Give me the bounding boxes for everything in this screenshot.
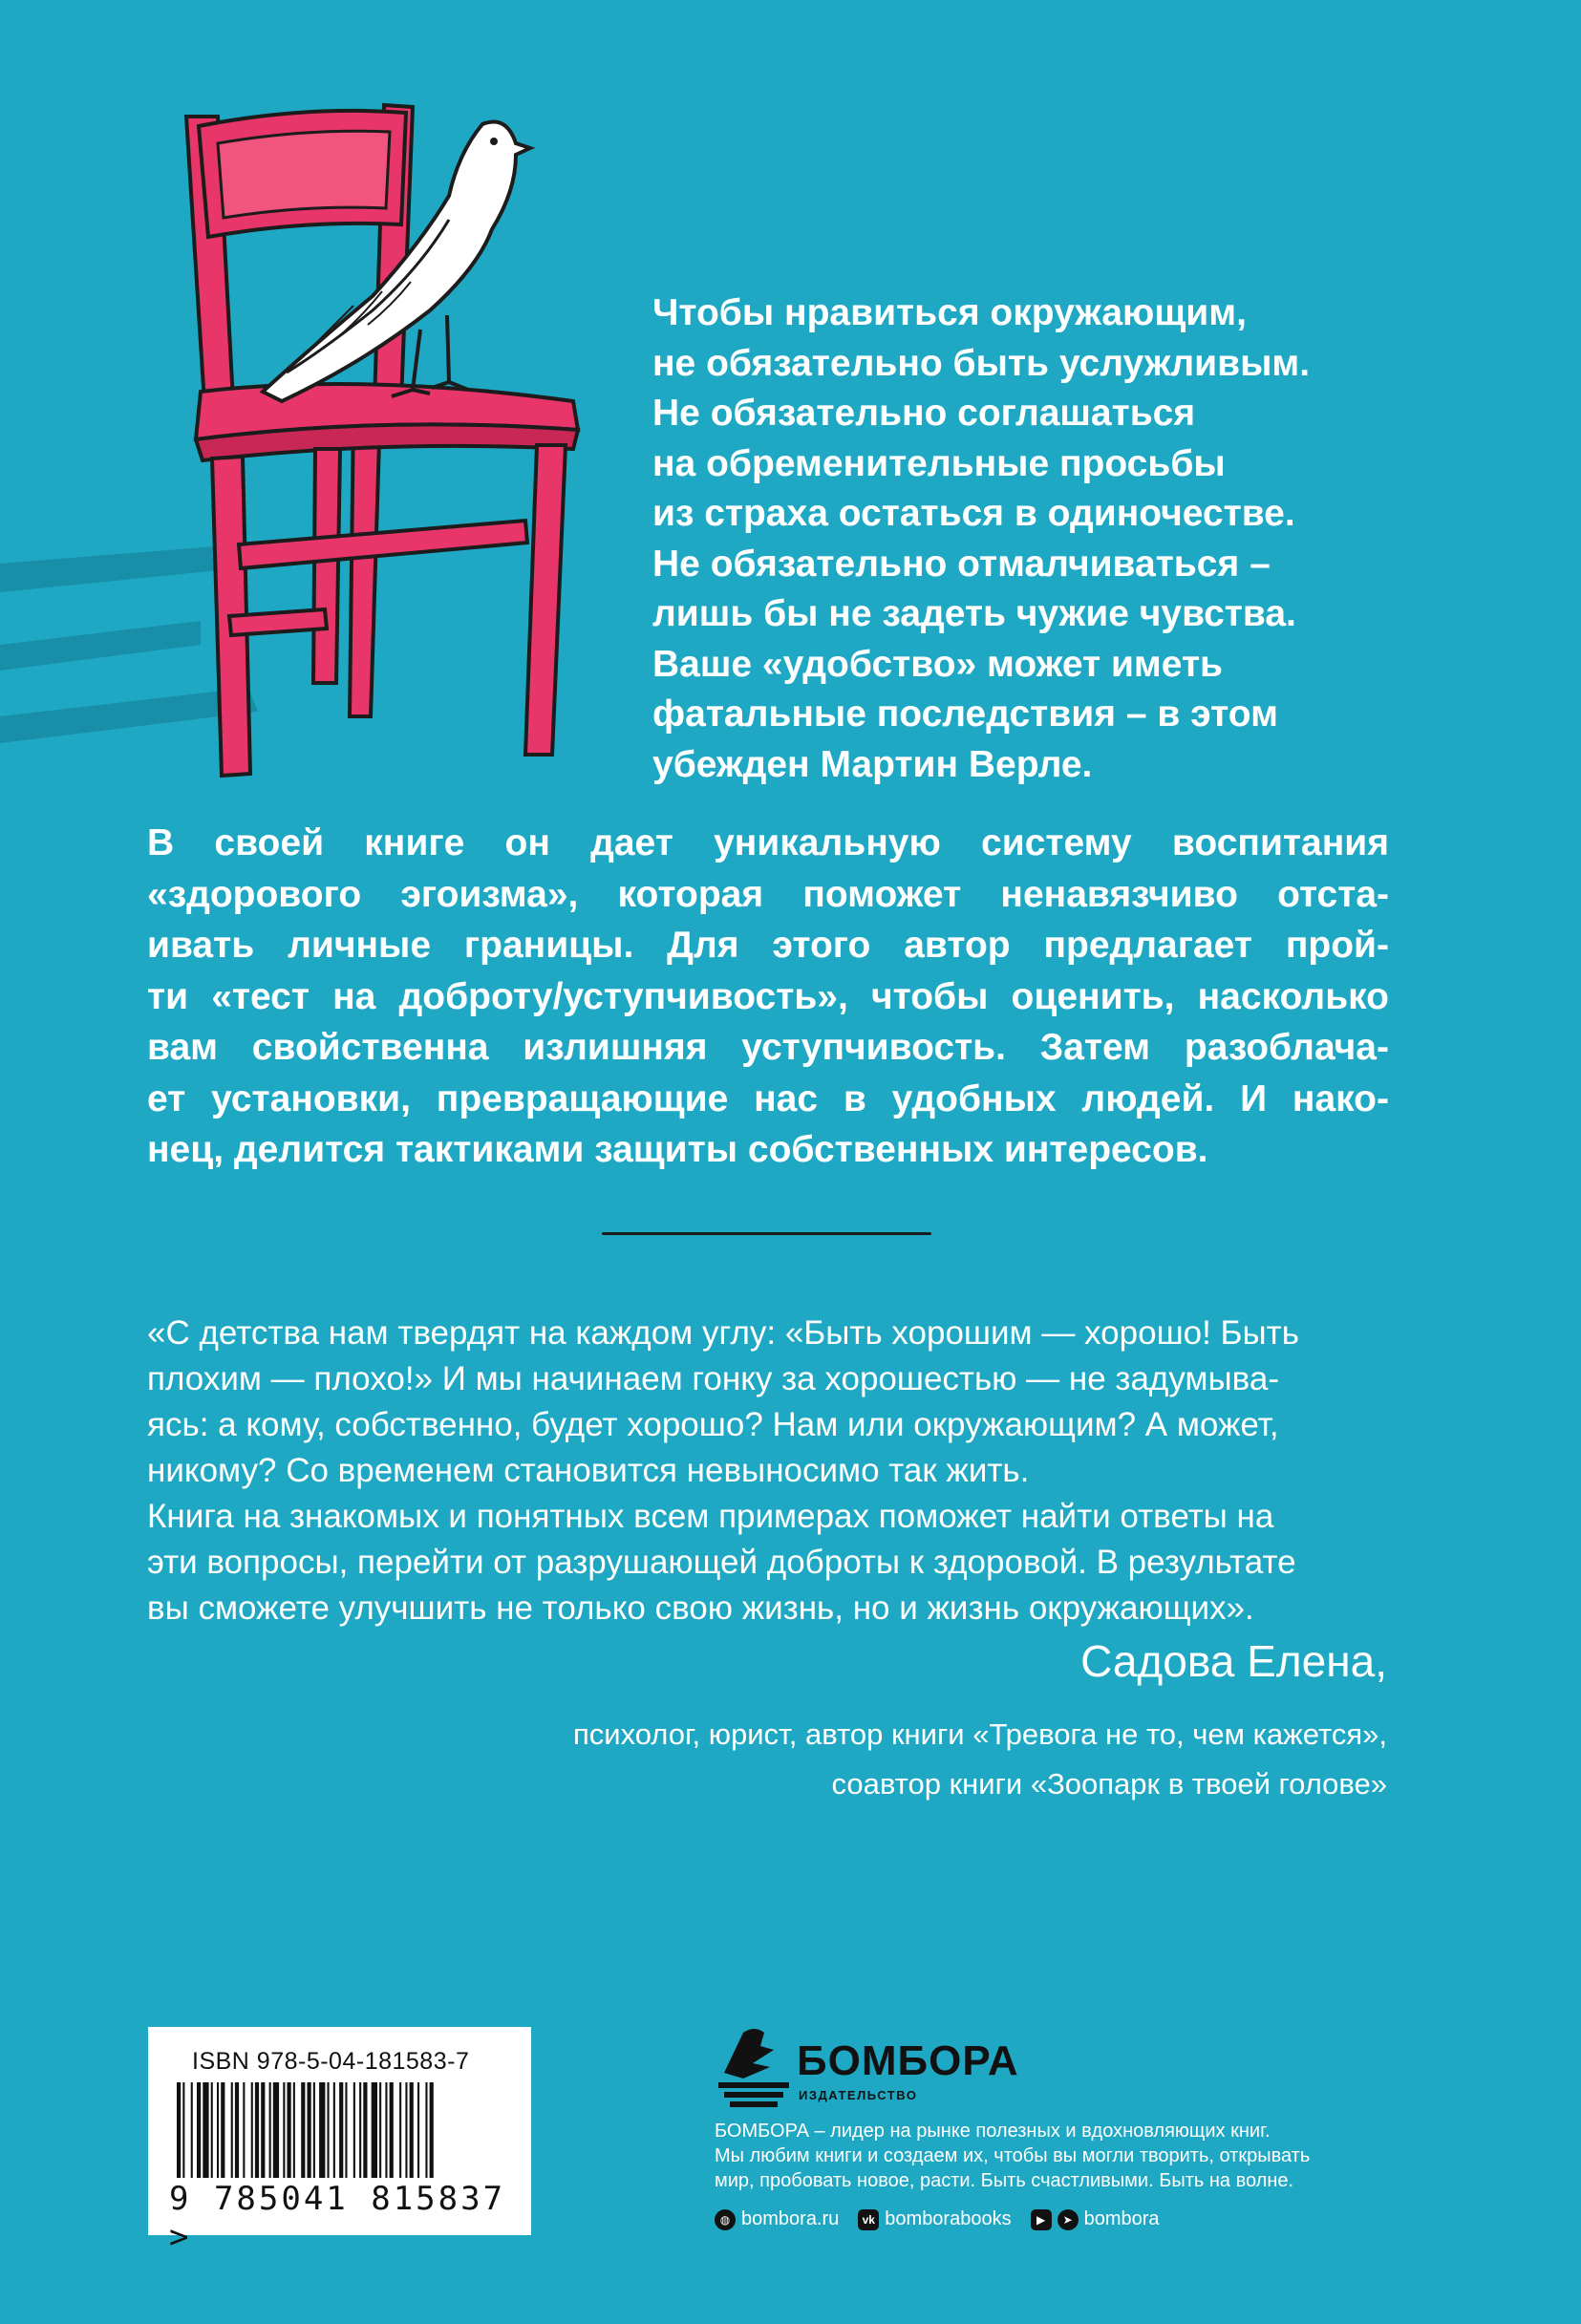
intro-line: Чтобы нравиться окружающим, — [652, 292, 1247, 333]
vk-link[interactable]: vk bomborabooks — [858, 2208, 1011, 2230]
quote-line: Книга на знакомых и понятных всем примерах поможет найти ответы на — [147, 1498, 1274, 1535]
website-link[interactable]: ◍ bombora.ru — [715, 2208, 839, 2230]
barcode-bar — [293, 2082, 295, 2178]
barcode-bar — [261, 2082, 265, 2178]
globe-icon: ◍ — [715, 2209, 736, 2230]
barcode-bar — [345, 2082, 347, 2178]
chair-pigeon-illustration — [0, 86, 630, 812]
description-line: ивать личные границы. Для этого автор предлагает прой- — [147, 925, 1389, 966]
description-line: ти «тест на доброту/уступчивость», чтобы оценить, насколько — [147, 975, 1389, 1017]
author-role-line: соавтор книги «Зоопарк в твоей голове» — [831, 1767, 1387, 1801]
barcode-bar — [273, 2082, 279, 2178]
intro-line: Не обязательно соглашаться — [652, 393, 1196, 434]
barcode-bar — [283, 2082, 285, 2178]
description-line: нец, делится тактиками защиты собственных интересов. — [147, 1129, 1208, 1170]
intro-line: Ваше «удобство» может иметь — [652, 643, 1224, 685]
barcode-bar — [191, 2082, 193, 2178]
barcode-bar — [243, 2082, 245, 2178]
description-line: ет установки, превращающие нас в удобных людей. И нако- — [147, 1077, 1389, 1119]
barcode-bar — [363, 2082, 367, 2178]
barcode-bar — [301, 2082, 305, 2178]
barcode-bar — [379, 2082, 381, 2178]
telegram-link[interactable]: ▶ ➤ bombora — [1031, 2208, 1160, 2230]
publisher-info-line: Мы любим книги и создаем их, чтобы вы могли творить, открывать — [715, 2145, 1311, 2166]
barcode-bar — [255, 2082, 259, 2178]
barcode-bar — [339, 2082, 343, 2178]
barcode-bar — [177, 2082, 181, 2178]
quote-line: ясь: а кому, собственно, будет хорошо? Нам или окружающим? А может, — [147, 1406, 1279, 1443]
intro-line: лишь бы не задеть чужие чувства. — [652, 593, 1296, 634]
barcode-bar — [211, 2082, 213, 2178]
quote-line: никому? Со временем становится невыносимо так жить. — [147, 1452, 1030, 1489]
barcode-bar — [269, 2082, 271, 2178]
barcode-bar — [333, 2082, 335, 2178]
intro-line: Не обязательно отмалчиваться – — [652, 543, 1271, 585]
publisher-info-line: мир, пробовать новое, расти. Быть счастливыми. Быть на волне. — [715, 2170, 1294, 2191]
isbn-label: ISBN 978-5-04-181583-7 — [192, 2048, 470, 2075]
barcode-bar — [251, 2082, 253, 2178]
barcode-bar — [203, 2082, 208, 2178]
barcode-bar — [353, 2082, 355, 2178]
barcode-bar — [221, 2082, 224, 2178]
intro-text — [652, 288, 1417, 790]
barcode-icon — [177, 2082, 502, 2178]
description-text — [147, 818, 1389, 1176]
quote-author: Садова Елена, — [1080, 1636, 1387, 1686]
barcode-bar — [231, 2082, 233, 2178]
review-quote — [147, 1311, 1389, 1631]
quote-line: плохим — плохо!» И мы начинаем гонку за хорошестью — не задумыва- — [147, 1360, 1279, 1397]
barcode-bar — [308, 2082, 311, 2178]
barcode-bar — [372, 2082, 377, 2178]
isbn-barcode — [148, 2027, 531, 2256]
quote-line: вы сможете улучшить не только свою жизнь, но и жизнь окружающих». — [147, 1589, 1254, 1627]
intro-line: убежден Мартин Верле. — [652, 743, 1093, 785]
barcode-bar — [359, 2082, 361, 2178]
barcode-bar — [430, 2082, 434, 2178]
telegram-icon: ➤ — [1058, 2209, 1079, 2230]
social-links — [715, 2208, 1160, 2230]
description-line: В своей книге он дает уникальную систему воспитания — [147, 822, 1389, 864]
intro-line: из страха остаться в одиночестве. — [652, 493, 1295, 534]
quote-line: эти вопросы, перейти от разрушающей доброты к здоровой. В результате — [147, 1544, 1296, 1581]
publisher-info-line: БОМБОРА – лидер на рынке полезных и вдохновляющих книг. — [715, 2121, 1271, 2142]
intro-line: фатальные последствия – в этом — [652, 693, 1278, 735]
youtube-icon: ▶ — [1031, 2209, 1052, 2230]
publisher-info — [715, 2119, 1441, 2193]
bombora-logo-icon — [715, 2025, 795, 2111]
barcode-bar — [313, 2082, 315, 2178]
quote-author-role — [573, 1710, 1387, 1809]
barcode-bar — [235, 2082, 239, 2178]
barcode-bar — [385, 2082, 387, 2178]
intro-line: не обязательно быть услужливым. — [652, 342, 1311, 384]
section-divider — [602, 1232, 931, 1235]
barcode-bar — [288, 2082, 291, 2178]
barcode-bar — [390, 2082, 394, 2178]
barcode-bar — [417, 2082, 419, 2178]
barcode-bar — [410, 2082, 414, 2178]
barcode-bar — [399, 2082, 401, 2178]
vk-icon: vk — [858, 2209, 879, 2230]
barcode-bar — [405, 2082, 407, 2178]
description-line: вам свойственна излишняя уступчивость. Затем разоблача- — [147, 1027, 1389, 1068]
barcode-bar — [319, 2082, 325, 2178]
isbn-digits: 9 785041 815837 > — [169, 2180, 506, 2256]
barcode-bar — [197, 2082, 201, 2178]
barcode-bar — [425, 2082, 427, 2178]
publisher-subtitle: ИЗДАТЕЛЬСТВО — [799, 2088, 918, 2102]
barcode-bar — [328, 2082, 330, 2178]
intro-line: на обременительные просьбы — [652, 442, 1226, 484]
barcode-bar — [182, 2082, 184, 2178]
quote-line: «С детства нам твердят на каждом углу: «Быть хорошим — хорошо! Быть — [147, 1314, 1299, 1352]
publisher-name: БОМБОРА — [797, 2037, 1019, 2084]
description-line: «здорового эгоизма», которая поможет ненавязчиво отста- — [147, 873, 1389, 915]
barcode-bar — [217, 2082, 219, 2178]
author-role-line: психолог, юрист, автор книги «Тревога не то, чем кажется», — [572, 1717, 1387, 1751]
